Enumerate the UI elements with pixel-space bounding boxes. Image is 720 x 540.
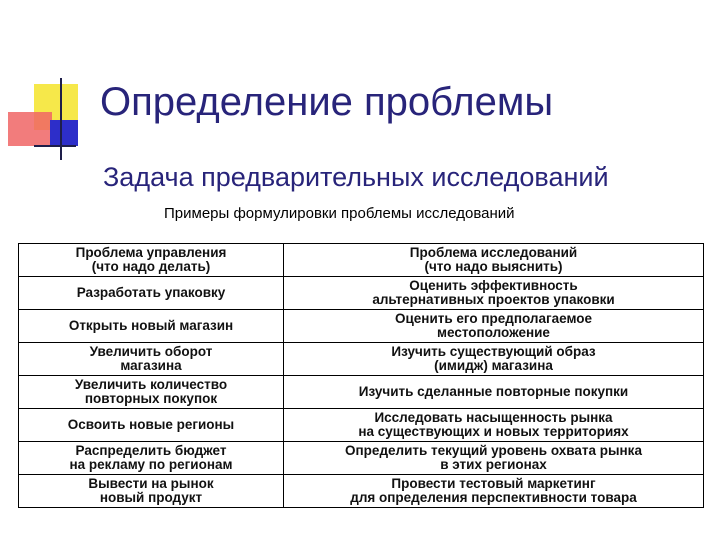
table-header-row [19,244,704,277]
decor-blue-square [50,120,78,146]
management-problem-cell: Увеличить количество повторных покупок [19,376,284,409]
decor-vertical-line [60,78,62,160]
table-row [19,376,704,409]
management-problem-cell: Разработать упаковку [19,277,284,310]
problems-table [18,243,704,508]
header-management-problem: Проблема управления (что надо делать) [19,244,284,277]
management-problem-cell: Вывести на рынок новый продукт [19,475,284,508]
decor-red-square [8,112,52,146]
table-row [19,475,704,508]
slide-title: Определение проблемы [100,80,554,124]
research-problem-cell: Провести тестовый маркетинг для определения перспективности товара [284,475,704,508]
table-row [19,343,704,376]
research-problem-cell: Исследовать насыщенность рынка на существующих и новых территориях [284,409,704,442]
research-problem-cell: Изучить существующий образ (имидж) магазина [284,343,704,376]
table-row [19,277,704,310]
research-problem-cell: Определить текущий уровень охвата рынка в этих регионах [284,442,704,475]
table-row [19,310,704,343]
research-problem-cell: Оценить его предполагаемое местоположение [284,310,704,343]
table-caption: Примеры формулировки проблемы исследований [164,205,515,222]
management-problem-cell: Освоить новые регионы [19,409,284,442]
slide-subtitle: Задача предварительных исследований [103,162,609,192]
table-row [19,409,704,442]
management-problem-cell: Открыть новый магазин [19,310,284,343]
research-problem-cell: Оценить эффективность альтернативных проектов упаковки [284,277,704,310]
table-row [19,442,704,475]
decor-horizontal-line [34,145,76,147]
management-problem-cell: Распределить бюджет на рекламу по регионам [19,442,284,475]
header-research-problem: Проблема исследований (что надо выяснить) [284,244,704,277]
research-problem-cell: Изучить сделанные повторные покупки [284,376,704,409]
management-problem-cell: Увеличить оборот магазина [19,343,284,376]
